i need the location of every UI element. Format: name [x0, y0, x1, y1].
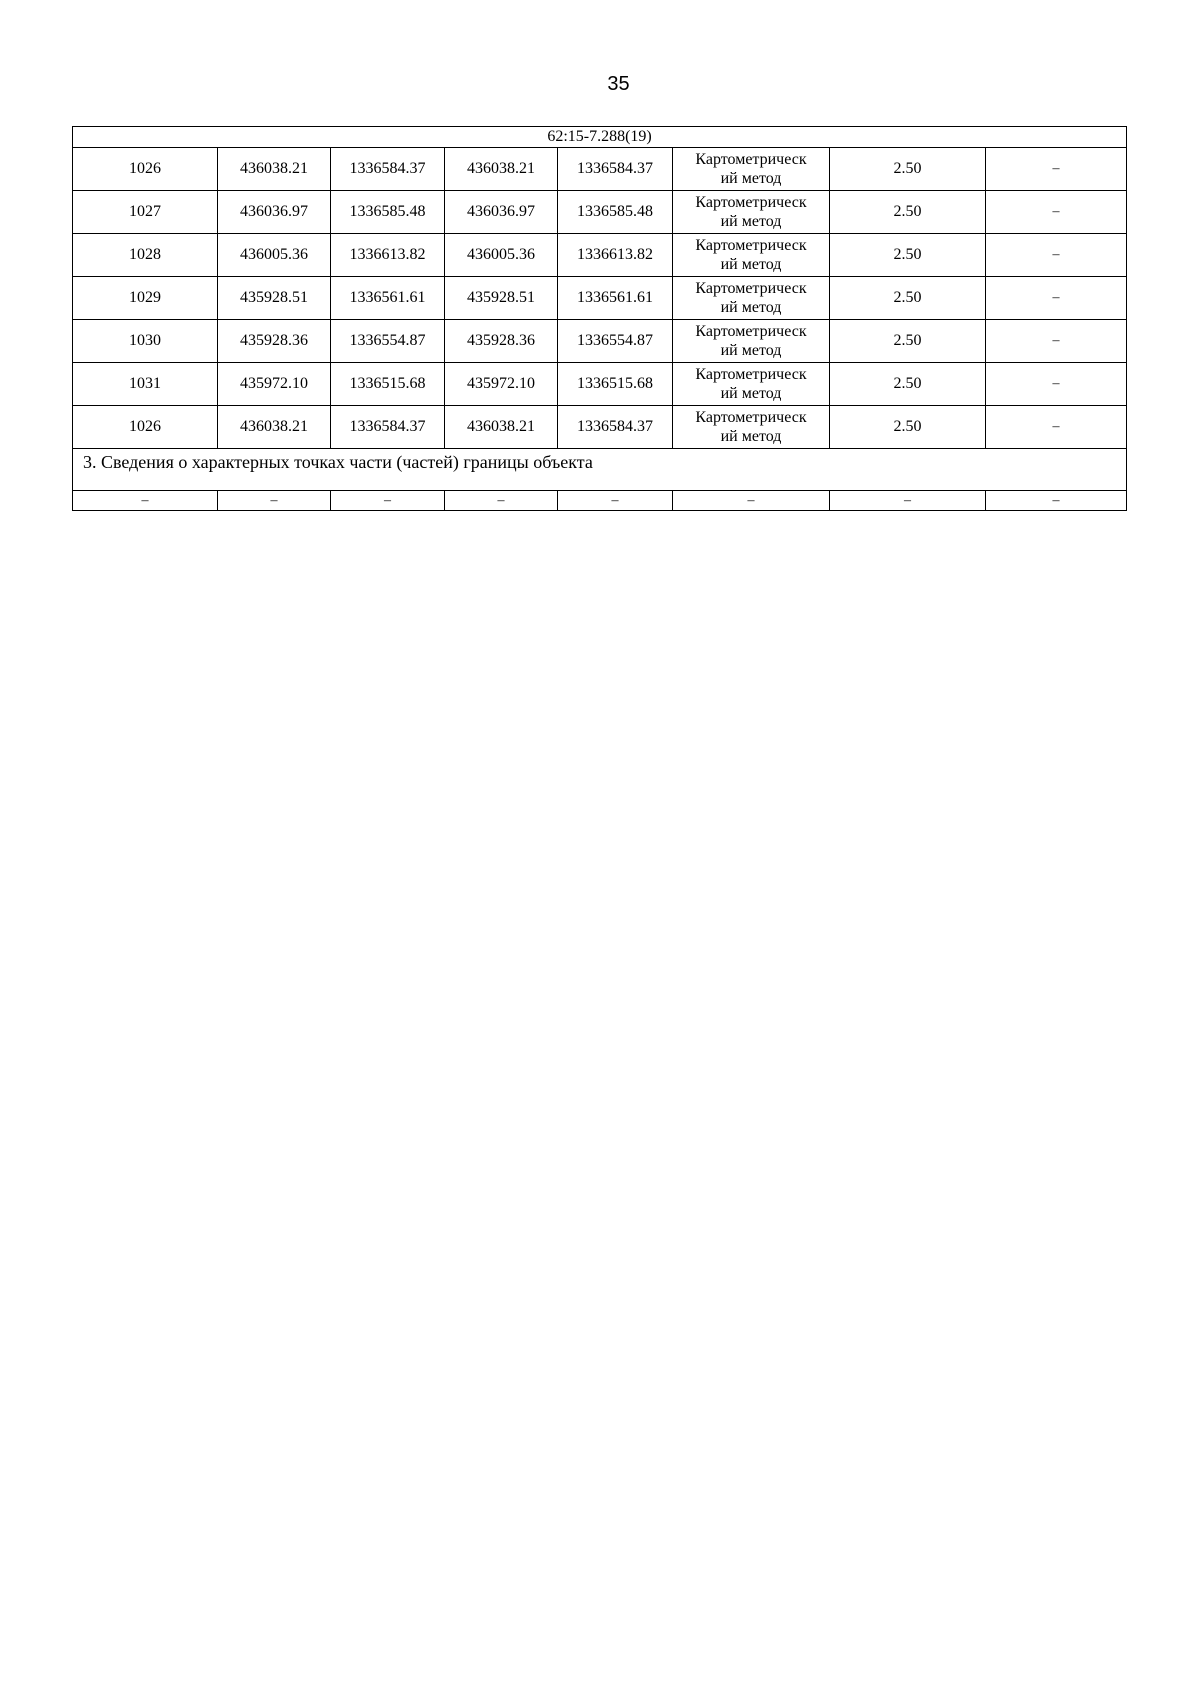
method-line-1: Картометрическ [695, 366, 807, 383]
point-number: 1028 [73, 234, 218, 277]
x-refined: 435928.36 [445, 320, 558, 363]
table-row [73, 363, 1127, 406]
method-line-1: Картометрическ [695, 237, 807, 254]
x-existing: 436038.21 [218, 406, 331, 449]
point-number: 1030 [73, 320, 218, 363]
empty-cell: – [986, 491, 1127, 511]
accuracy: 2.50 [830, 191, 986, 234]
x-refined: 436005.36 [445, 234, 558, 277]
y-refined: 1336585.48 [558, 191, 673, 234]
accuracy: 2.50 [830, 234, 986, 277]
group-header-row [73, 127, 1127, 148]
empty-data-row [73, 491, 1127, 511]
method-line-1: Картометрическ [695, 323, 807, 340]
method-cell [673, 234, 830, 277]
y-existing: 1336584.37 [331, 148, 445, 191]
method-cell [673, 148, 830, 191]
method-line-2: ий метод [720, 342, 782, 359]
accuracy: 2.50 [830, 320, 986, 363]
table-row [73, 191, 1127, 234]
method-line-1: Картометрическ [695, 151, 807, 168]
method-cell [673, 363, 830, 406]
empty-cell: – [558, 491, 673, 511]
method-line-2: ий метод [720, 256, 782, 273]
empty-cell: – [830, 491, 986, 511]
x-existing: 436038.21 [218, 148, 331, 191]
coordinates-table [72, 126, 1127, 511]
note: – [986, 191, 1127, 234]
accuracy: 2.50 [830, 406, 986, 449]
note: – [986, 406, 1127, 449]
section-heading: 3. Сведения о характерных точках части (частей) границы объекта [73, 449, 1127, 491]
method-cell [673, 320, 830, 363]
point-number: 1031 [73, 363, 218, 406]
table-row [73, 320, 1127, 363]
x-refined: 436036.97 [445, 191, 558, 234]
accuracy: 2.50 [830, 148, 986, 191]
page-number: 35 [607, 73, 630, 95]
y-existing: 1336585.48 [331, 191, 445, 234]
table-row [73, 234, 1127, 277]
accuracy: 2.50 [830, 277, 986, 320]
empty-cell: – [73, 491, 218, 511]
section-heading-row [73, 449, 1127, 491]
x-refined: 436038.21 [445, 148, 558, 191]
y-refined: 1336561.61 [558, 277, 673, 320]
point-number: 1027 [73, 191, 218, 234]
note: – [986, 320, 1127, 363]
method-cell [673, 406, 830, 449]
table-row [73, 406, 1127, 449]
note: – [986, 234, 1127, 277]
method-line-1: Картометрическ [695, 409, 807, 426]
method-line-1: Картометрическ [695, 280, 807, 297]
empty-cell: – [445, 491, 558, 511]
x-existing: 436036.97 [218, 191, 331, 234]
y-refined: 1336613.82 [558, 234, 673, 277]
accuracy: 2.50 [830, 363, 986, 406]
point-number: 1026 [73, 148, 218, 191]
method-line-1: Картометрическ [695, 194, 807, 211]
y-existing: 1336515.68 [331, 363, 445, 406]
group-label: 62:15-7.288(19) [73, 127, 1127, 148]
x-refined: 435972.10 [445, 363, 558, 406]
x-existing: 436005.36 [218, 234, 331, 277]
y-existing: 1336554.87 [331, 320, 445, 363]
x-refined: 436038.21 [445, 406, 558, 449]
table-row [73, 148, 1127, 191]
x-existing: 435928.51 [218, 277, 331, 320]
y-existing: 1336613.82 [331, 234, 445, 277]
x-refined: 435928.51 [445, 277, 558, 320]
note: – [986, 277, 1127, 320]
point-number: 1029 [73, 277, 218, 320]
method-line-2: ий метод [720, 385, 782, 402]
y-existing: 1336584.37 [331, 406, 445, 449]
note: – [986, 363, 1127, 406]
method-cell [673, 191, 830, 234]
x-existing: 435972.10 [218, 363, 331, 406]
table-row [73, 277, 1127, 320]
x-existing: 435928.36 [218, 320, 331, 363]
y-refined: 1336584.37 [558, 406, 673, 449]
y-existing: 1336561.61 [331, 277, 445, 320]
empty-cell: – [673, 491, 830, 511]
method-line-2: ий метод [720, 299, 782, 316]
empty-cell: – [218, 491, 331, 511]
y-refined: 1336554.87 [558, 320, 673, 363]
y-refined: 1336515.68 [558, 363, 673, 406]
method-cell [673, 277, 830, 320]
note: – [986, 148, 1127, 191]
y-refined: 1336584.37 [558, 148, 673, 191]
method-line-2: ий метод [720, 170, 782, 187]
method-line-2: ий метод [720, 428, 782, 445]
point-number: 1026 [73, 406, 218, 449]
method-line-2: ий метод [720, 213, 782, 230]
empty-cell: – [331, 491, 445, 511]
